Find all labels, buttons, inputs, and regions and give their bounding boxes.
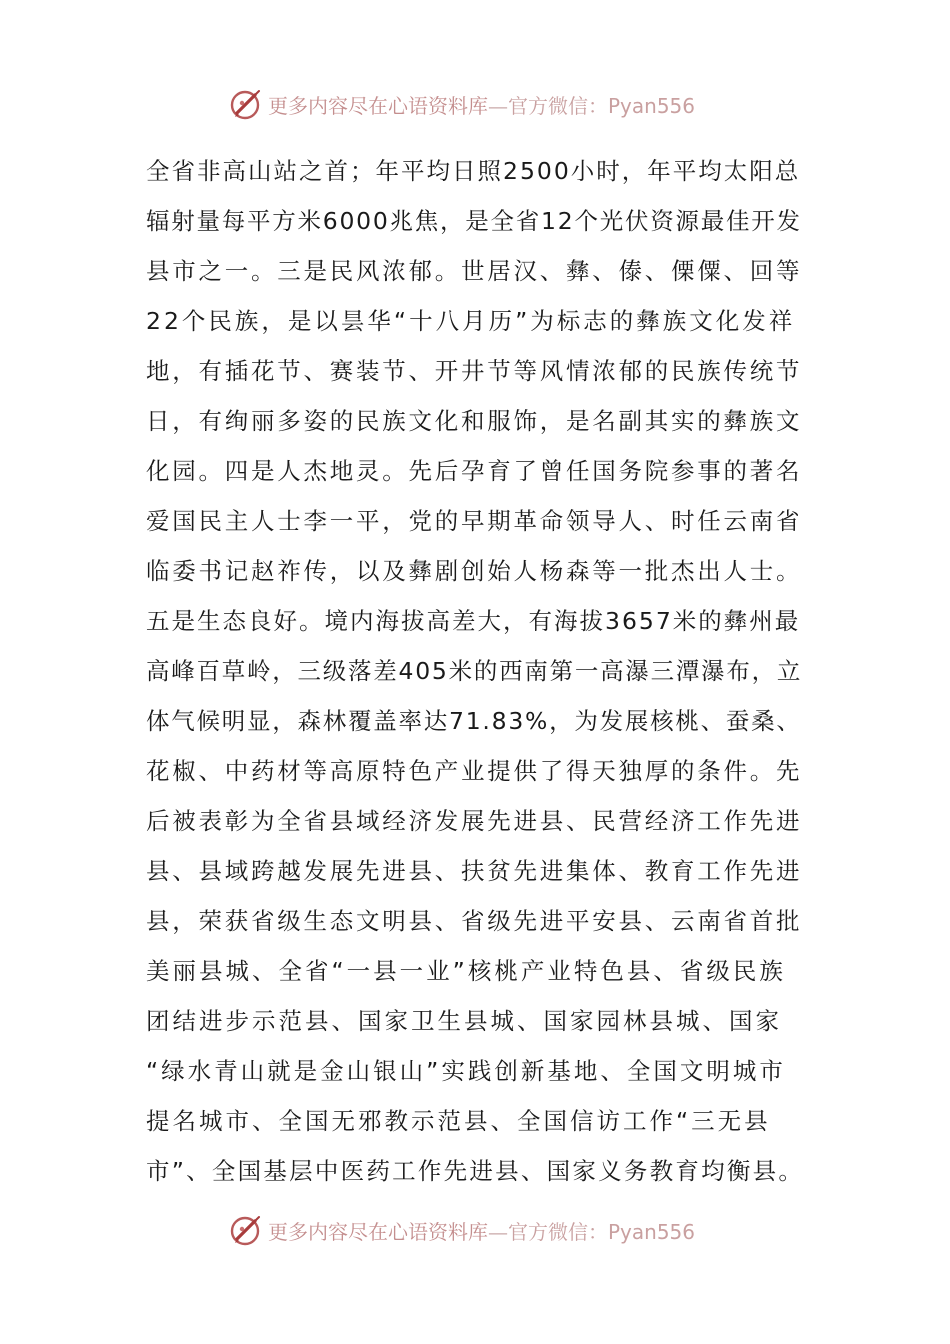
text-line: 爱国民主人士李一平，党的早期革命领导人、时任云南省 [146,507,803,535]
header-watermark [228,84,748,124]
watermark-separator: — [488,1219,508,1244]
text-line: 县市之一。三是民风浓郁。世居汉、彝、傣、傈僳、回等 [146,257,803,285]
watermark-separator: — [488,93,508,118]
watermark-contact: 官方微信：Pyan556 [508,93,696,118]
watermark-brand: 更多内容尽在心语资料库 [268,1219,488,1244]
pen-logo-icon [228,1212,264,1248]
text-line: 团结进步示范县、国家卫生县城、国家园林县城、国家 [146,1007,782,1035]
text-line: “绿水青山就是金山银山”实践创新基地、全国文明城市 [146,1057,786,1085]
text-line: 22个民族，是以昙华“十八月历”为标志的彝族文化发祥 [146,307,796,335]
text-line: 辐射量每平方米6000兆焦，是全省12个光伏资源最佳开发 [146,207,802,235]
text-line: 提名城市、全国无邪教示范县、全国信访工作“三无县 [146,1107,771,1135]
text-line: 花椒、中药材等高原特色产业提供了得天独厚的条件。先 [146,757,803,785]
pen-logo-icon [228,86,264,122]
text-line: 日，有绚丽多姿的民族文化和服饰，是名副其实的彝族文 [146,407,803,435]
text-line: 临委书记赵祚传，以及彝剧创始人杨森等一批杰出人士。 [146,557,803,585]
text-line: 后被表彰为全省县域经济发展先进县、民营经济工作先进 [146,807,803,835]
document-body [146,146,806,1196]
footer-watermark [228,1210,748,1250]
text-line: 全省非高山站之首；年平均日照2500小时，年平均太阳总 [146,157,801,185]
watermark-contact: 官方微信：Pyan556 [508,1219,696,1244]
watermark-brand: 更多内容尽在心语资料库 [268,93,488,118]
text-line: 市”、全国基层中医药工作先进县、国家义务教育均衡县。 [146,1157,805,1185]
text-line: 美丽县城、全省“一县一业”核桃产业特色县、省级民族 [146,957,786,985]
watermark-text [268,1216,695,1245]
text-line: 地，有插花节、赛装节、开井节等风情浓郁的民族传统节 [146,357,803,385]
text-line: 化园。四是人杰地灵。先后孕育了曾任国务院参事的著名 [146,457,803,485]
text-line: 体气候明显，森林覆盖率达71.83%，为发展核桃、蚕桑、 [146,707,802,735]
text-line: 县、县域跨越发展先进县、扶贫先进集体、教育工作先进 [146,857,803,885]
text-line: 县，荣获省级生态文明县、省级先进平安县、云南省首批 [146,907,803,935]
watermark-text [268,90,695,119]
text-line: 五是生态良好。境内海拔高差大，有海拔3657米的彝州最 [146,607,801,635]
text-line: 高峰百草岭，三级落差405米的西南第一高瀑三潭瀑布，立 [146,657,803,685]
